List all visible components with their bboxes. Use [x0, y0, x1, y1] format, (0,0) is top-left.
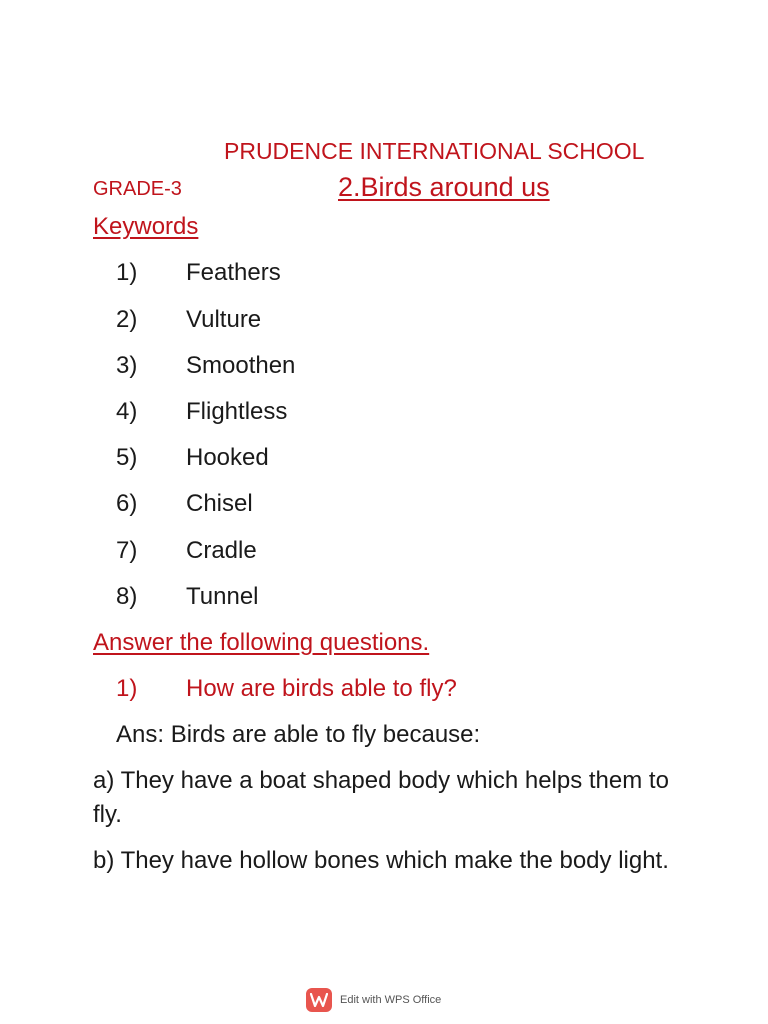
keyword-item: Chisel — [186, 490, 253, 517]
grade-label: GRADE-3 — [93, 178, 182, 200]
keyword-item: Feathers — [186, 259, 281, 286]
keyword-item: Tunnel — [186, 583, 259, 610]
keyword-item: Smoothen — [186, 352, 296, 379]
keyword-number: 2) — [116, 306, 138, 333]
keywords-heading: Keywords — [93, 213, 199, 240]
keyword-number: 3) — [116, 352, 138, 379]
school-name: PRUDENCE INTERNATIONAL SCHOOL — [224, 138, 645, 164]
answer-point: a) They have a boat shaped body which helps them to fly. — [93, 767, 669, 828]
wps-footer-label[interactable]: Edit with WPS Office — [340, 994, 442, 1006]
keyword-item: Vulture — [186, 306, 262, 333]
answer-intro: Ans: Birds are able to fly because: — [116, 721, 481, 748]
questions-heading: Answer the following questions. — [93, 629, 430, 656]
keyword-number: 8) — [116, 583, 138, 610]
keyword-number: 1) — [116, 259, 138, 286]
question-number: 1) — [116, 675, 138, 702]
wps-footer[interactable] — [306, 988, 441, 1012]
keyword-item: Hooked — [186, 444, 269, 471]
wps-logo-icon — [306, 988, 332, 1012]
keyword-number: 6) — [116, 490, 138, 517]
keyword-number: 5) — [116, 444, 138, 471]
answer-point: b) They have hollow bones which make the body light. — [93, 847, 669, 874]
keyword-item: Flightless — [186, 398, 288, 425]
keyword-number: 7) — [116, 537, 138, 564]
keyword-number: 4) — [116, 398, 138, 425]
question-text: How are birds able to fly? — [186, 675, 457, 702]
chapter-title: 2.Birds around us — [338, 172, 550, 202]
keyword-item: Cradle — [186, 537, 257, 564]
